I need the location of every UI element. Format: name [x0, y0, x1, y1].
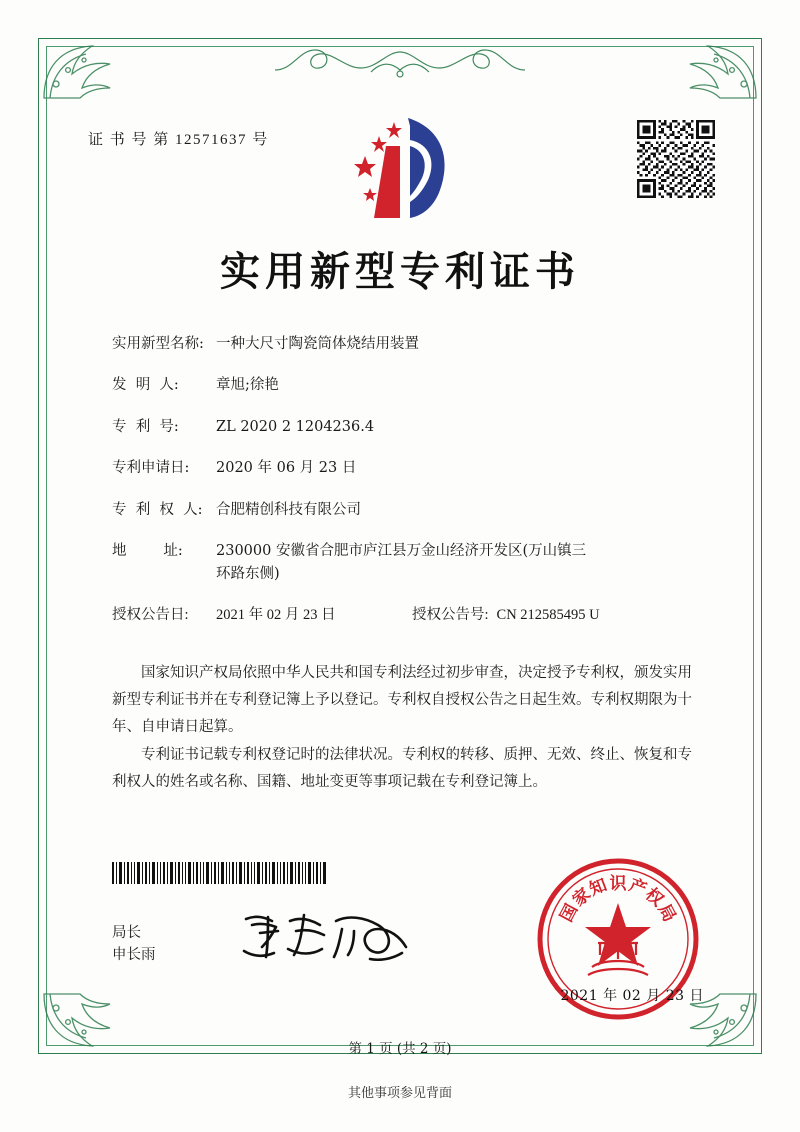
field-label: 专利申请日: [112, 460, 190, 477]
field-value: ZL 2020 2 1204236.4 [216, 418, 375, 435]
field-patent-number [112, 416, 712, 438]
svg-text:权: 权 [641, 884, 668, 911]
handwritten-signature [238, 905, 418, 967]
signature-block [112, 922, 156, 967]
field-label: 发 明 人: [112, 377, 179, 394]
page-indicator: 第 1 页 (共 2 页) [348, 1041, 452, 1057]
svg-text:局: 局 [653, 900, 680, 926]
cnipa-logo-icon [348, 112, 458, 220]
field-value-line2: 环路东侧) [216, 565, 280, 582]
field-value-line1: 230000 安徽省合肥市庐江县万金山经济开发区(万山镇三 [216, 543, 587, 560]
paragraph-1: 国家知识产权局依照中华人民共和国专利法经过初步审查，决定授予专利权，颁发实用新型专利证书并在专利登记簿上予以登记。专利权自授权公告之日起生效。专利权期限为十年、自申请日起算。 [112, 665, 692, 735]
field-label: 专 利 权 人: [112, 501, 203, 518]
field-value: 一种大尺寸陶瓷筒体烧结用装置 [216, 336, 419, 352]
field-grant-number [412, 604, 712, 626]
svg-text:产: 产 [626, 875, 650, 901]
top-scroll-ornament [275, 40, 525, 84]
field-value [216, 540, 712, 585]
field-label: 授权公告号: [412, 607, 489, 624]
field-label: 授权公告日: [112, 607, 189, 624]
signature-name: 申长雨 [112, 947, 156, 964]
barcode [112, 862, 327, 884]
field-grant-date [112, 604, 412, 626]
seal-date: 2021 年 02 月 23 日 [560, 988, 704, 1004]
field-label: 实用新型名称: [112, 336, 204, 352]
field-value: 2021 年 02 月 23 日 [216, 607, 336, 624]
signature-role: 局长 [112, 925, 141, 941]
field-grant-row [112, 604, 712, 626]
field-patentee [112, 499, 712, 521]
field-label: 地 址: [112, 543, 183, 560]
field-list [112, 333, 712, 646]
field-value: 章旭;徐艳 [216, 377, 279, 394]
field-value: 合肥精创科技有限公司 [216, 501, 361, 518]
paragraph-2: 专利证书记载专利权登记时的法律状况。专利权的转移、质押、无效、终止、恢复和专利权人的姓名或名称、国籍、地址变更等事项记载在专利登记簿上。 [112, 747, 692, 791]
field-label: 专 利 号: [112, 418, 179, 435]
svg-text:国: 国 [556, 900, 583, 926]
field-utility-model-name [112, 333, 712, 355]
field-value: 2020 年 06 月 23 日 [216, 460, 357, 477]
field-address [112, 540, 712, 585]
svg-text:家: 家 [568, 884, 595, 911]
field-application-date [112, 457, 712, 479]
qr-code [637, 120, 715, 198]
certificate-number: 证 书 号 第 12571637 号 [88, 132, 269, 148]
body-paragraphs [112, 660, 692, 798]
svg-text:知: 知 [586, 875, 610, 901]
footer-note: 其他事项参见背面 [347, 1086, 452, 1101]
svg-text:识: 识 [609, 874, 627, 894]
field-inventor [112, 374, 712, 396]
page-title: 实用新型专利证书 [220, 248, 580, 295]
corner-ornament-top-left [40, 40, 118, 102]
corner-ornament-top-right [682, 40, 760, 102]
field-value: CN 212585495 U [496, 607, 600, 624]
